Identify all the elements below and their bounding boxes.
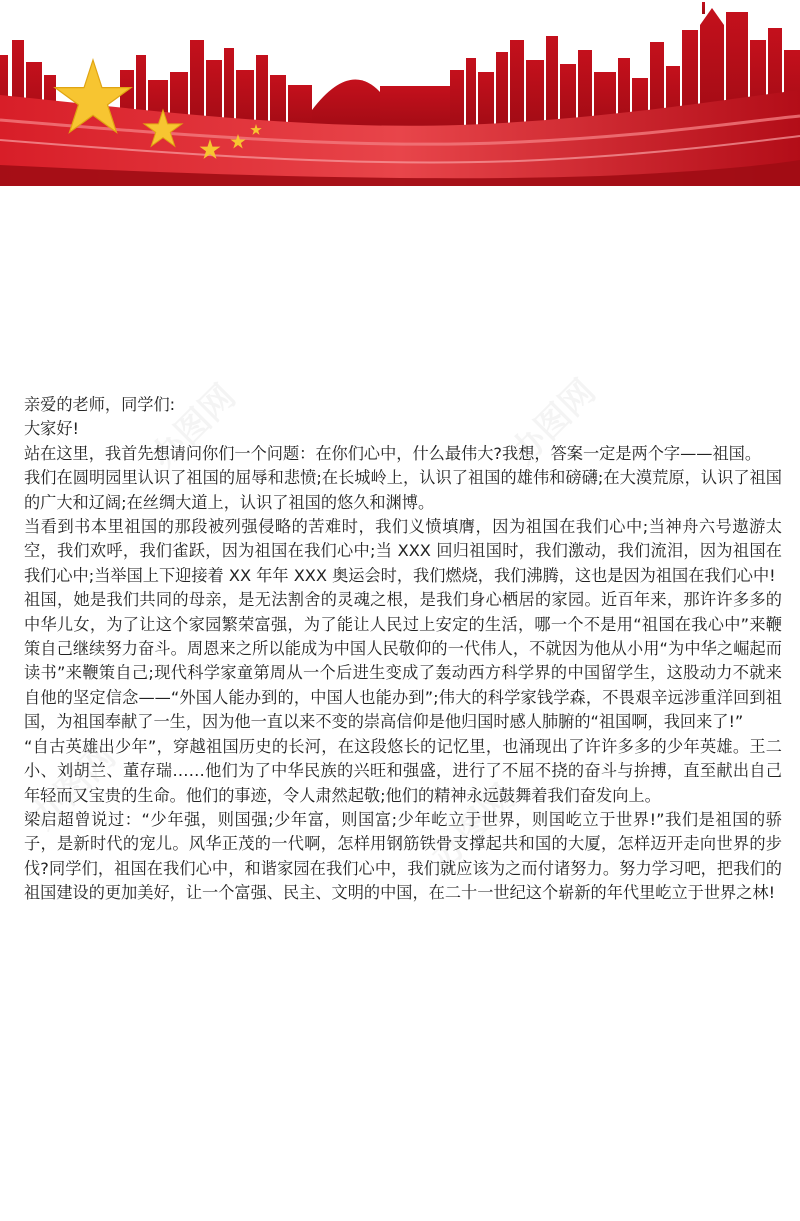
paragraph: 祖国，她是我们共同的母亲，是无法割舍的灵魂之根，是我们身心栖居的家园。近百年来，那许许多多的中华儿女，为了让这个家园繁荣富强，为了能让人民过上安定的生活，哪一个不是用“祖国在我心中”来鞭策自己继续努力奋斗。周恩来之所以能成为中国人民敬仰的一代伟人，不就因为他从小用“为中华之崛起而读书”来鞭策自己;现代科学家童第周从一个后进生变成了轰动西方科学界的中国留学生，这股动力不就来自他的坚定信念——“外国人能办到的，中国人也能办到”;伟大的科学家钱学森，不畏艰辛远涉重洋回到祖国，为祖国奉献了一生，因为他一直以来不变的崇高信仰是他归国时感人肺腑的“祖国啊，我回来了!” [24,590,782,732]
paragraph: “自古英雄出少年”，穿越祖国历史的长河，在这段悠长的记忆里，也涌现出了许许多多的少年英雄。王二小、刘胡兰、董存瑞……他们为了中华民族的兴旺和强盛，进行了不屈不挠的奋斗与拚搏，直至献出自己年轻而又宝贵的生命。他们的事迹，令人肃然起敬;他们的精神永远鼓舞着我们奋发向上。 [24,736,782,805]
greeting-line: 亲爱的老师，同学们: [24,395,176,414]
paragraph: 当看到书本里祖国的那段被列强侵略的苦难时，我们义愤填膺，因为祖国在我们心中;当神舟六号遨游太空，我们欢呼，我们雀跃，因为祖国在我们心中;当 XXX 回归祖国时，我们激动，我们流泪，因为祖国在我们心中;当举国上下迎接着 XX 年年 XXX 奥运会时，我们燃烧，我们沸腾，这也是因为祖国在我们心中! [24,517,782,585]
greeting-line: 大家好! [24,419,80,439]
speech-text [24,393,782,906]
paragraph: 梁启超曾说过：“少年强，则国强;少年富，则国富;少年屹立于世界，则国屹立于世界!”我们是祖国的骄子，是新时代的宠儿。风华正茂的一代啊，怎样用钢筋铁骨支撑起共和国的大厦，怎样迈开走向世界的步伐?同学们，祖国在我们心中，和谐家园在我们心中，我们就应该为之而付诸努力。努力学习吧，把我们的祖国建设的更加美好，让一个富强、民主、文明的中国，在二十一世纪这个崭新的年代里屹立于世界之林! [24,809,782,903]
paragraph: 站在这里，我首先想请问你们一个问题：在你们心中，什么最伟大?我想，答案一定是两个字——祖国。 [24,443,762,463]
header-banner [0,0,800,186]
paragraph: 我们在圆明园里认识了祖国的屈辱和悲愤;在长城岭上，认识了祖国的雄伟和磅礴;在大漠荒原，认识了祖国的广大和辽阔;在丝绸大道上，认识了祖国的悠久和渊博。 [24,468,782,512]
